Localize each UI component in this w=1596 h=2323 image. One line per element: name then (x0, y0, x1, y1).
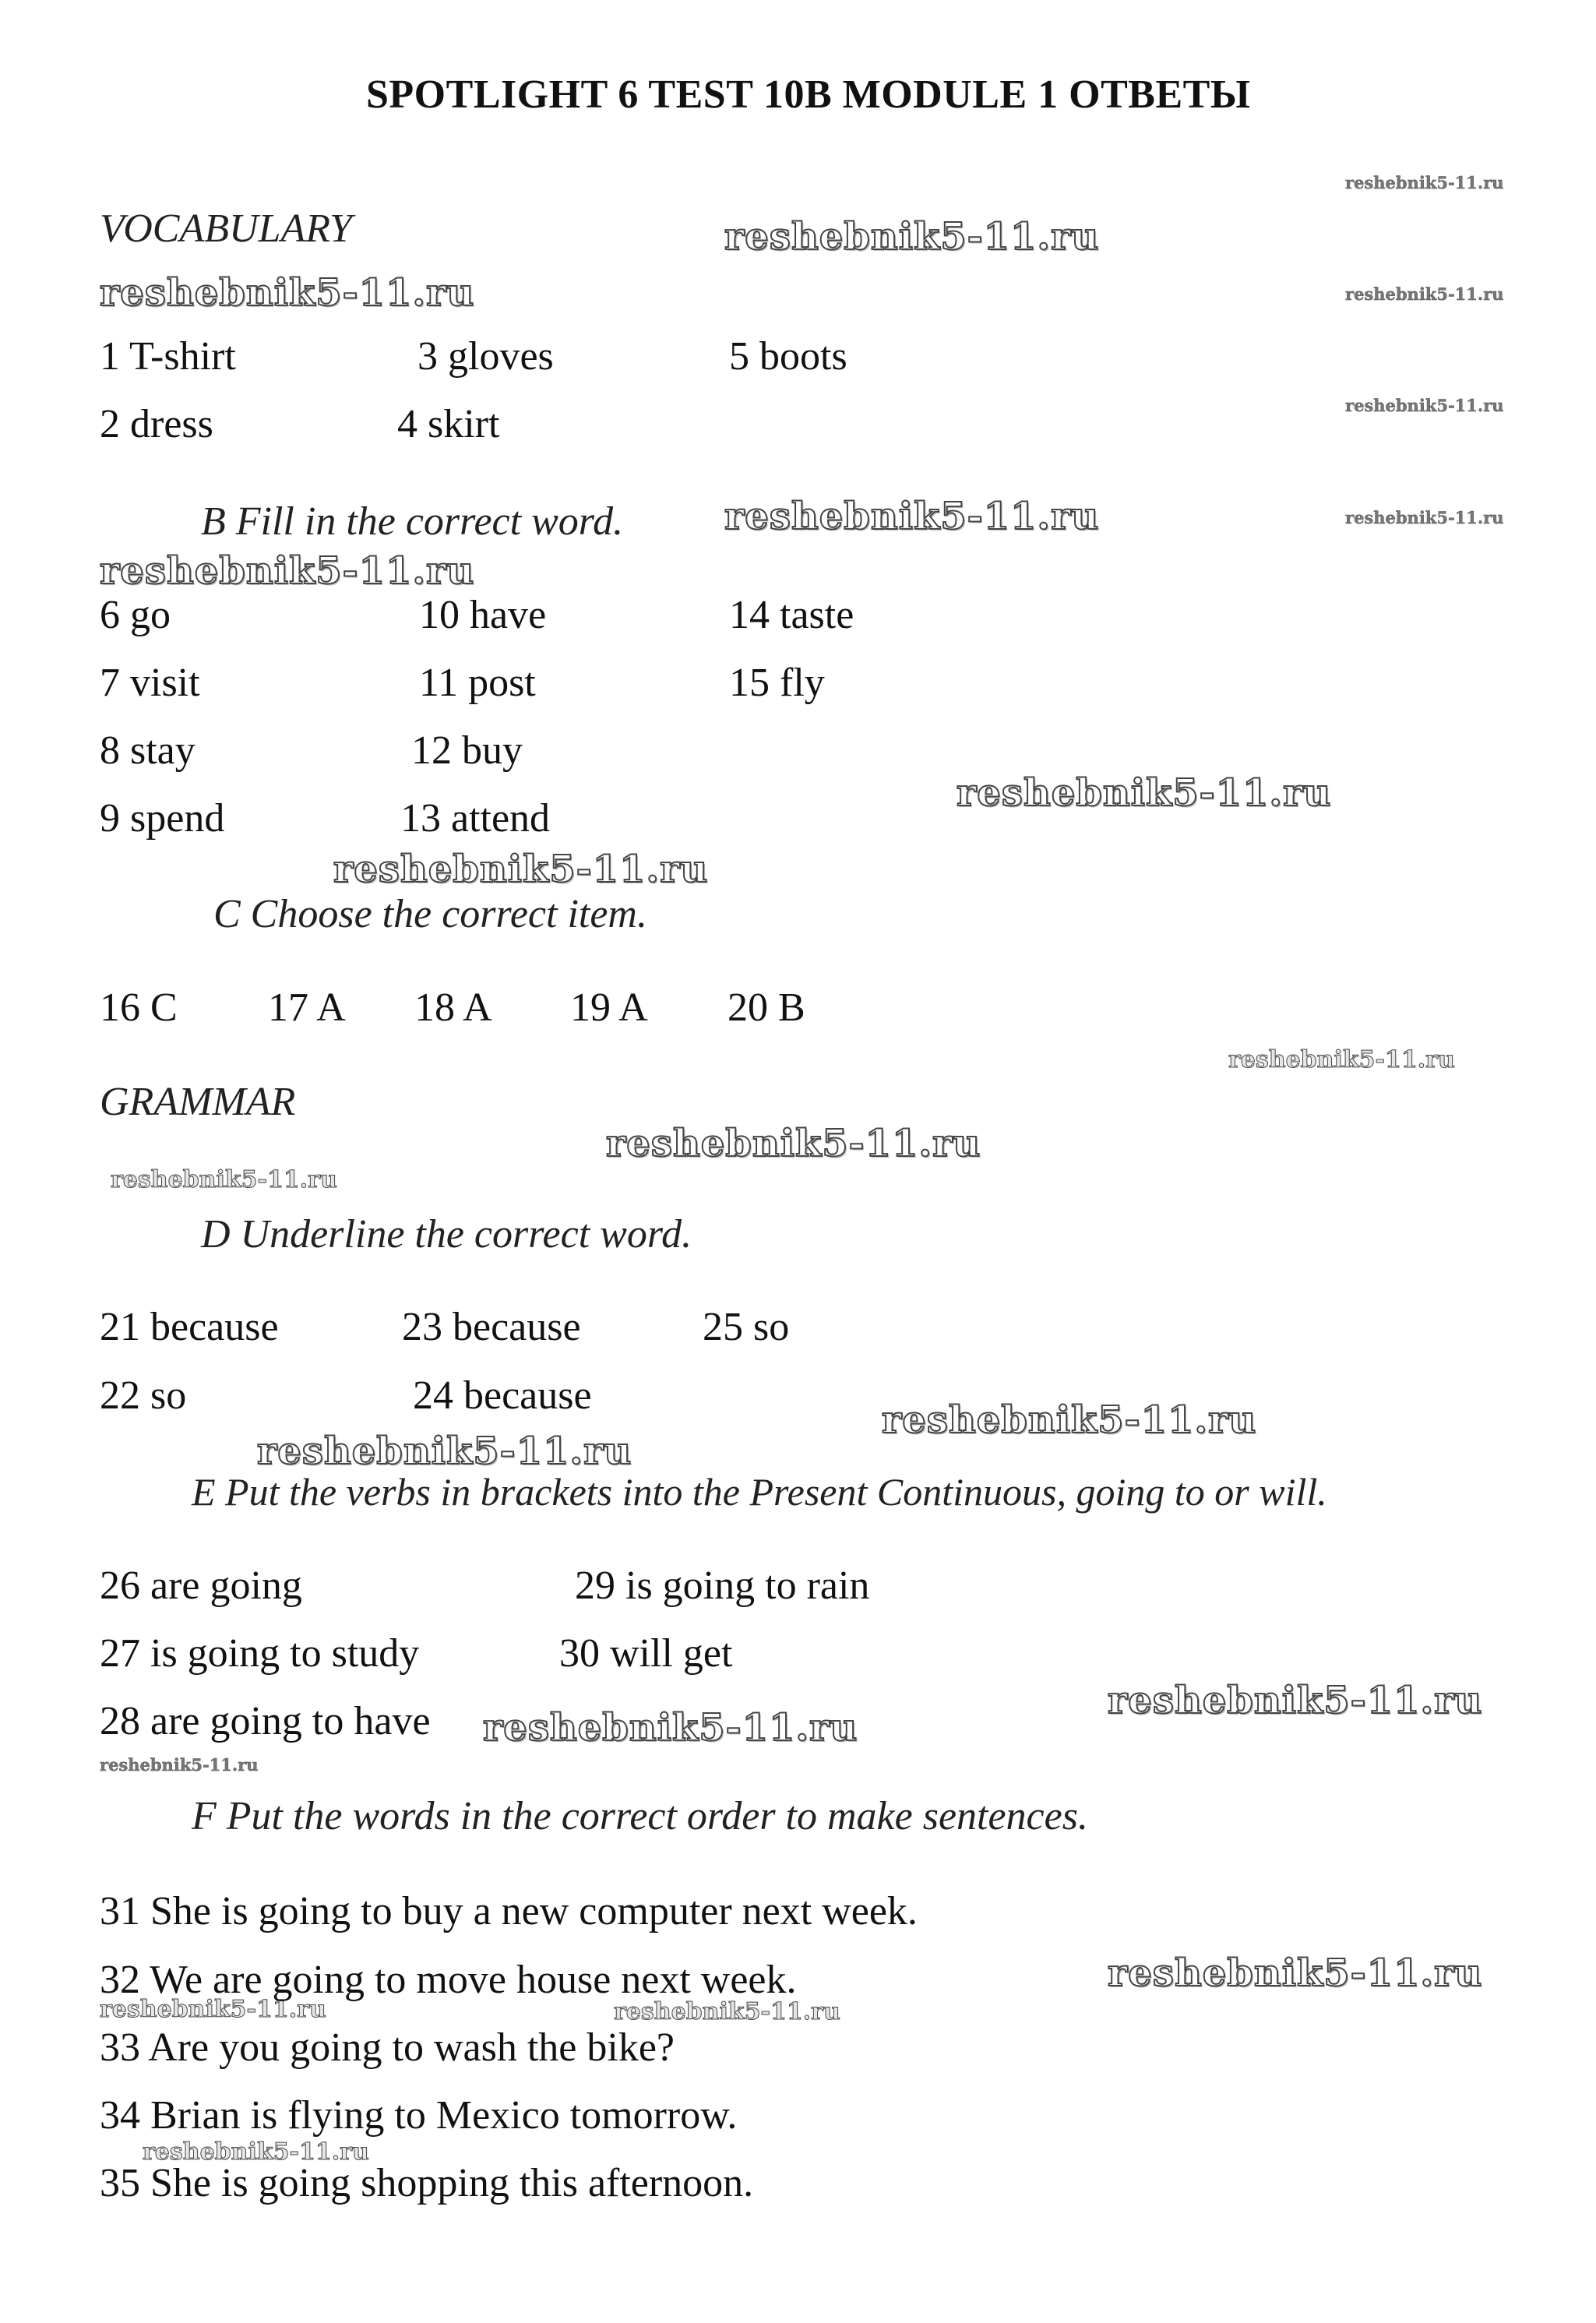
answer-item: 18 A (414, 985, 492, 1030)
answer-item: 1 T-shirt (100, 334, 236, 379)
task-instruction-f: F Put the words in the correct order to make sentences. (192, 1794, 1088, 1838)
watermark: reshebnik5-11.ru (1345, 284, 1504, 304)
answer-item: 11 post (419, 661, 536, 705)
task-instruction-e: E Put the verbs in brackets into the Present Continuous, going to or will. (192, 1470, 1327, 1514)
watermark: reshebnik5-11.ru (1345, 173, 1504, 192)
answer-item: 19 A (570, 985, 648, 1030)
watermark: reshebnik5-11.ru (957, 771, 1332, 815)
watermark: reshebnik5-11.ru (882, 1398, 1257, 1442)
page-title: SPOTLIGHT 6 TEST 10B MODULE 1 ОТВЕТЫ (366, 72, 1251, 117)
answer-item: 4 skirt (397, 402, 500, 446)
answer-item: 20 B (728, 985, 805, 1030)
answer-item: 5 boots (729, 334, 847, 379)
task-instruction-c: C Choose the correct item. (213, 892, 647, 936)
watermark: reshebnik5-11.ru (483, 1706, 858, 1750)
watermark: reshebnik5-11.ru (111, 1166, 337, 1193)
answer-item: 8 stay (100, 728, 196, 773)
answer-item: 25 so (703, 1305, 790, 1349)
answer-item: 29 is going to rain (575, 1563, 870, 1608)
answer-item: 23 because (402, 1305, 581, 1349)
answer-item: 9 spend (100, 796, 225, 841)
answer-item: 13 attend (400, 796, 551, 841)
watermark: reshebnik5-11.ru (1345, 396, 1504, 415)
answer-item: 33 Are you going to wash the bike? (100, 2025, 675, 2070)
answer-item: 31 She is going to buy a new computer next week. (100, 1889, 918, 1933)
answer-item: 3 gloves (417, 334, 554, 379)
answer-item: 10 have (419, 593, 547, 637)
answer-item: 35 She is going shopping this afternoon. (100, 2161, 754, 2205)
watermark: reshebnik5-11.ru (1108, 1679, 1483, 1722)
answer-item: 26 are going (100, 1563, 302, 1608)
watermark: reshebnik5-11.ru (143, 2138, 369, 2166)
watermark: reshebnik5-11.ru (257, 1429, 632, 1473)
task-instruction-d: D Underline the correct word. (201, 1212, 692, 1257)
watermark: reshebnik5-11.ru (100, 549, 475, 593)
watermark: reshebnik5-11.ru (100, 1755, 259, 1775)
watermark: reshebnik5-11.ru (724, 215, 1100, 259)
answer-item: 7 visit (100, 661, 200, 705)
answer-item: 12 buy (411, 728, 523, 773)
watermark: reshebnik5-11.ru (724, 495, 1100, 538)
watermark: reshebnik5-11.ru (333, 848, 709, 891)
section-heading-grammar: GRAMMAR (100, 1080, 296, 1124)
answer-item: 28 are going to have (100, 1699, 431, 1743)
watermark: reshebnik5-11.ru (1108, 1951, 1483, 1995)
answer-item: 14 taste (729, 593, 854, 637)
watermark: reshebnik5-11.ru (100, 271, 475, 315)
watermark: reshebnik5-11.ru (1345, 508, 1504, 527)
answer-item: 34 Brian is flying to Mexico tomorrow. (100, 2093, 738, 2138)
answer-item: 27 is going to study (100, 1631, 420, 1676)
answer-item: 30 will get (559, 1631, 733, 1676)
answer-item: 21 because (100, 1305, 279, 1349)
task-instruction-b: B Fill in the correct word. (201, 499, 624, 544)
answer-item: 17 A (268, 985, 346, 1030)
section-heading-vocabulary: VOCABULARY (100, 206, 352, 251)
answer-item: 24 because (413, 1373, 592, 1418)
answer-item: 22 so (100, 1373, 187, 1418)
answer-item: 32 We are going to move house next week. (100, 1958, 797, 2002)
watermark: reshebnik5-11.ru (1228, 1046, 1455, 1073)
answer-item: 6 go (100, 593, 171, 637)
answer-item: 15 fly (729, 661, 825, 705)
answer-item: 16 C (100, 985, 178, 1030)
answer-item: 2 dress (100, 402, 213, 446)
watermark: reshebnik5-11.ru (606, 1122, 981, 1165)
watermark: reshebnik5-11.ru (100, 1996, 326, 2023)
watermark: reshebnik5-11.ru (614, 1998, 840, 2025)
